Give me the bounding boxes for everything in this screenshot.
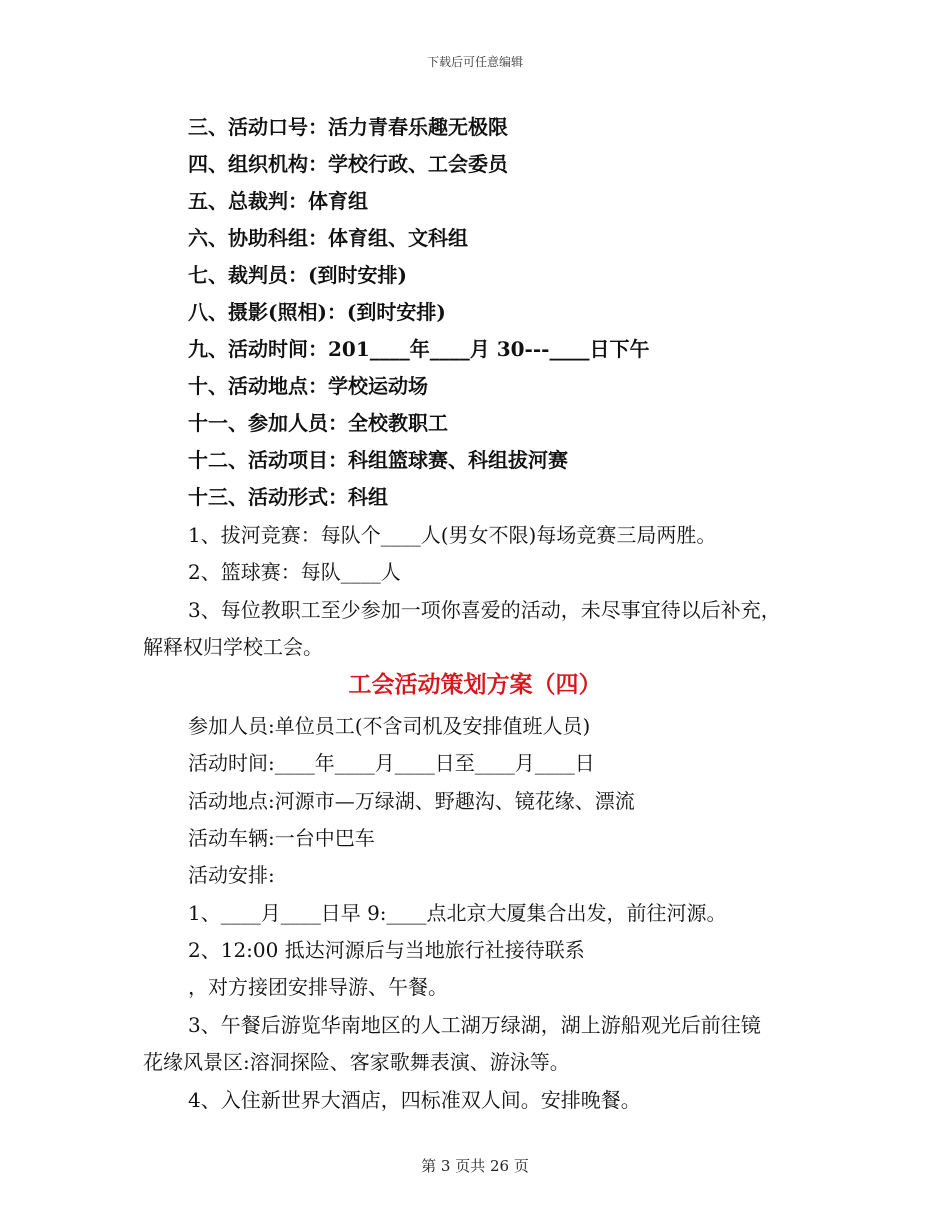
page-header: 下载后可任意编辑	[426, 55, 523, 69]
list-item-basketball: 2、篮球赛：每队____人	[188, 560, 401, 584]
chief-referee-line: 五、总裁判：体育组	[188, 189, 368, 213]
list-item-participation-cont: 解释权归学校工会。	[143, 635, 323, 659]
list-item-participation: 3、每位教职工至少参加一项你喜爱的活动，未尽事宜待以后补充，	[188, 598, 781, 622]
arrangement-heading: 活动安排:	[188, 863, 275, 887]
assist-group-line: 六、协助科组：体育组、文科组	[188, 226, 468, 250]
participants-info: 参加人员:单位员工(不含司机及安排值班人员)	[188, 714, 591, 738]
activity-time-line: 九、活动时间：201____年____月 30---____日下午	[188, 337, 650, 361]
list-item-tug-of-war: 1、拔河竞赛：每队个____人(男女不限)每场竞赛三局两胜。	[188, 523, 717, 547]
referee-line: 七、裁判员：(到时安排)	[188, 263, 407, 287]
time-info: 活动时间:____年____月____日至____月____日	[188, 751, 595, 775]
arrangement-item-3: 3、午餐后游览华南地区的人工湖万绿湖，湖上游船观光后前往镜	[188, 1013, 761, 1037]
organization-line: 四、组织机构：学校行政、工会委员	[188, 152, 508, 176]
participants-line: 十一、参加人员：全校教职工	[188, 411, 448, 435]
arrangement-item-2-cont: ，对方接团安排导游、午餐。	[188, 975, 448, 999]
arrangement-item-4: 4、入住新世界大酒店，四标准双人间。安排晚餐。	[188, 1088, 641, 1112]
activity-location-line: 十、活动地点：学校运动场	[188, 374, 428, 398]
section-title: 工会活动策划方案（四）	[348, 671, 602, 698]
arrangement-item-3-cont: 花缘风景区:溶洞探险、客家歌舞表演、游泳等。	[143, 1050, 570, 1074]
page-footer: 第 3 页共 26 页	[421, 1157, 529, 1175]
activity-form-line: 十三、活动形式：科组	[188, 485, 388, 509]
photography-line: 八、摄影(照相)：(到时安排)	[188, 300, 446, 324]
vehicle-info: 活动车辆:一台中巴车	[188, 826, 375, 850]
slogan-line: 三、活动口号：活力青春乐趣无极限	[188, 115, 508, 139]
arrangement-item-2: 2、12:00 抵达河源后与当地旅行社接待联系	[188, 938, 585, 962]
location-info: 活动地点:河源市—万绿湖、野趣沟、镜花缘、漂流	[188, 789, 635, 813]
activity-items-line: 十二、活动项目：科组篮球赛、科组拔河赛	[188, 448, 568, 472]
arrangement-item-1: 1、____月____日早 9:____点北京大厦集合出发，前往河源。	[188, 901, 727, 925]
